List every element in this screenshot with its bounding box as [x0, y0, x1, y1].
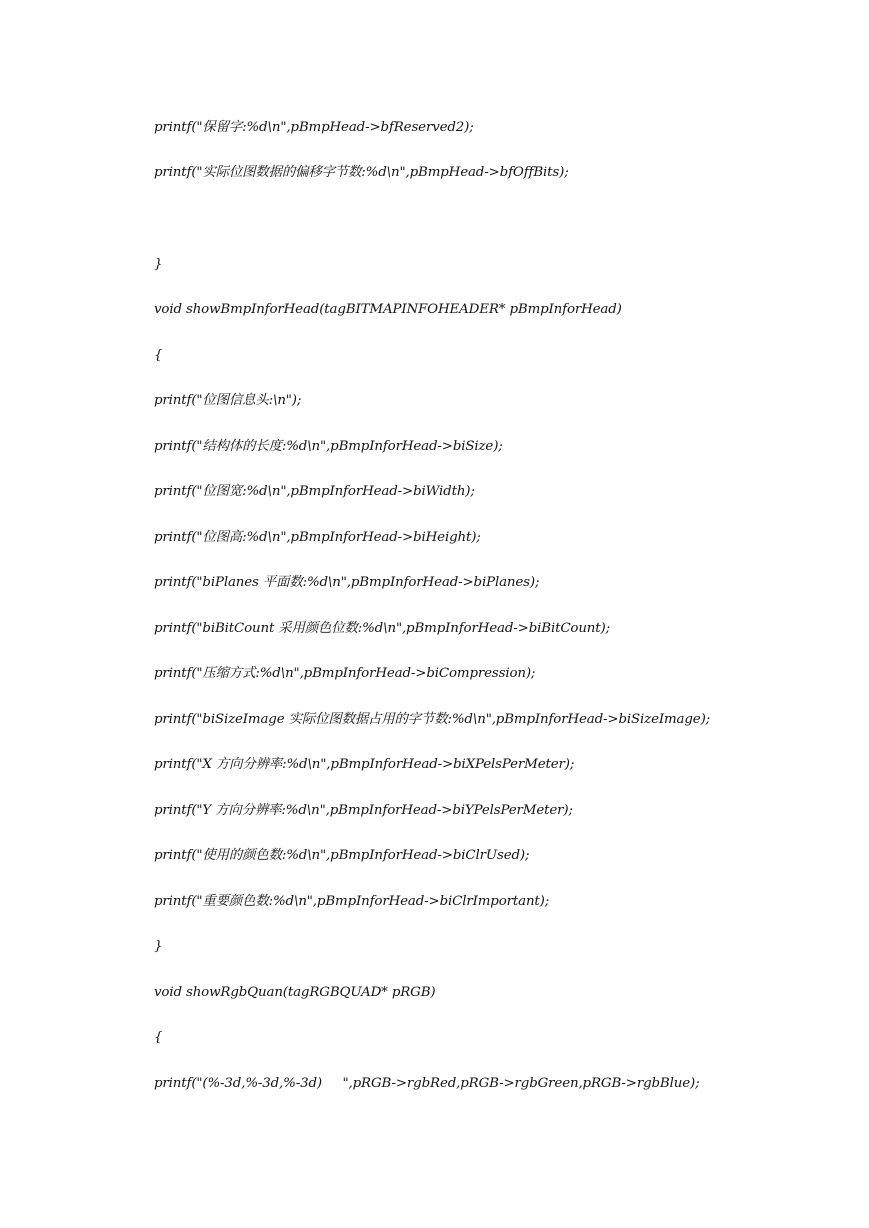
code-line: printf("压缩方式:%d\n",pBmpInforHead->biCompression); [154, 666, 536, 681]
code-line: printf("biBitCount 采用颜色位数:%d\n",pBmpInforHead->biBitCount); [154, 621, 610, 636]
code-line: printf("位图信息头:\n"); [154, 393, 302, 408]
code-line: printf("重要颜色数:%d\n",pBmpInforHead->biClrImportant); [154, 894, 550, 909]
code-line: printf("Y 方向分辨率:%d\n",pBmpInforHead->biYPelsPerMeter); [154, 803, 573, 818]
code-line: printf("biSizeImage 实际位图数据占用的字节数:%d\n",pBmpInforHead->biSizeImage); [154, 712, 711, 727]
code-line: printf("使用的颜色数:%d\n",pBmpInforHead->biClrUsed); [154, 848, 530, 863]
code-line: printf("保留字:%d\n",pBmpHead->bfReserved2); [154, 120, 474, 135]
code-line: printf("结构体的长度:%d\n",pBmpInforHead->biSize); [154, 439, 503, 454]
code-line: void showRgbQuan(tagRGBQUAD* pRGB) [154, 985, 436, 1000]
code-line: printf("biPlanes 平面数:%d\n",pBmpInforHead->biPlanes); [154, 575, 540, 590]
code-line: printf("(%-3d,%-3d,%-3d) ",pRGB->rgbRed,pRGB->rgbGreen,pRGB->rgbBlue); [154, 1076, 700, 1091]
code-line: void showBmpInforHead(tagBITMAPINFOHEADER* pBmpInforHead) [154, 302, 622, 317]
code-line: } [154, 257, 163, 272]
code-line: printf("实际位图数据的偏移字节数:%d\n",pBmpHead->bfOffBits); [154, 165, 569, 180]
code-line: printf("X 方向分辨率:%d\n",pBmpInforHead->biXPelsPerMeter); [154, 757, 575, 772]
code-line: printf("位图宽:%d\n",pBmpInforHead->biWidth); [154, 484, 475, 499]
code-line: } [154, 939, 163, 954]
code-line: { [154, 348, 163, 363]
code-line: { [154, 1030, 163, 1045]
code-line: printf("位图高:%d\n",pBmpInforHead->biHeight); [154, 530, 481, 545]
